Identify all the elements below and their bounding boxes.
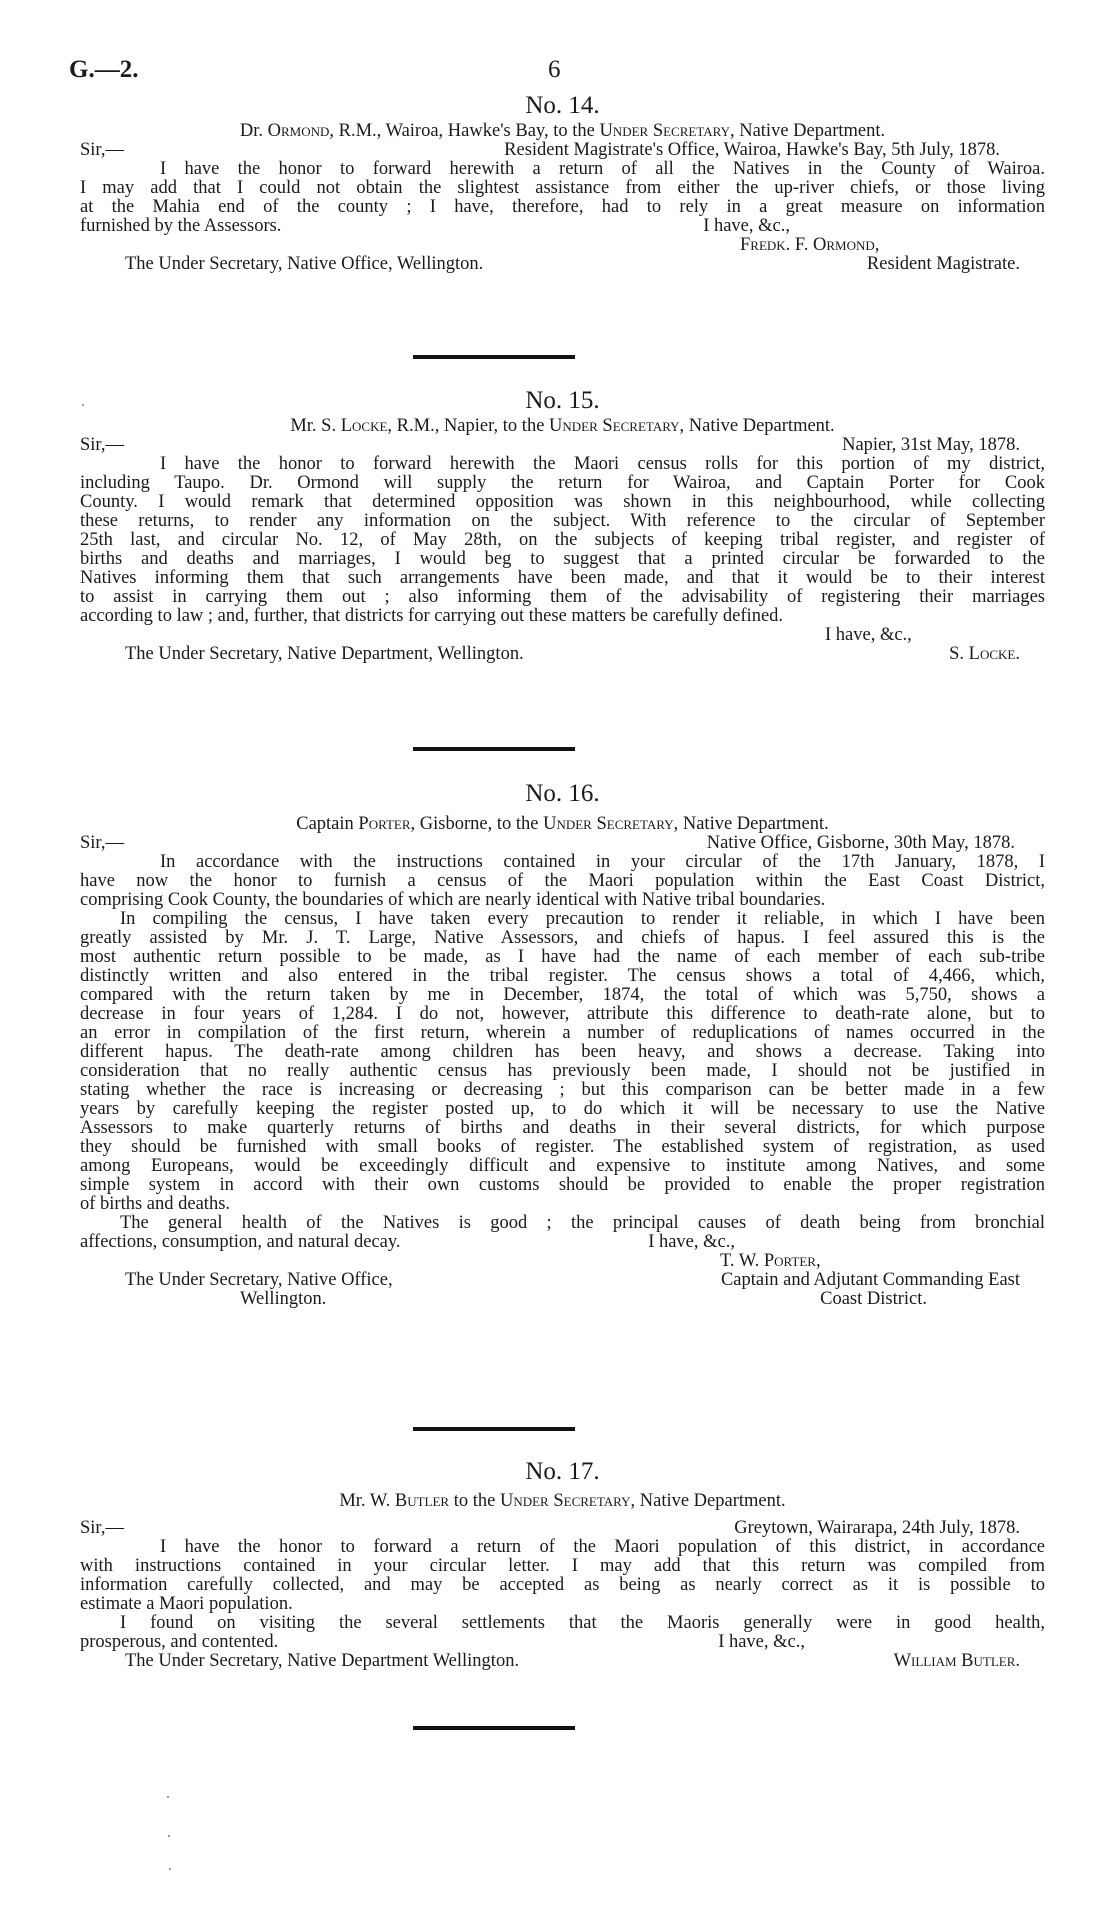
letter-title: Captain Porter, Gisborne, to the Under Secretary, Native Department. xyxy=(296,814,829,834)
paragraph-line: furnished by the Assessors. xyxy=(80,216,282,236)
letter-title: Dr. Ormond, R.M., Wairoa, Hawke's Bay, to the Under Secretary, Native Department. xyxy=(239,121,886,141)
paragraph-line: with instructions contained in your circular letter. I may add that this return was compiled from xyxy=(80,1556,1045,1576)
letter-no-16 xyxy=(80,780,1045,1309)
recipient: The Under Secretary, Native Office, Wellington. xyxy=(125,254,484,274)
letter-no-15 xyxy=(80,387,1045,664)
print-speck xyxy=(167,1796,169,1798)
paragraph-line: I may add that I could not obtain the slightest assistance from either the up-river chiefs, or those living xyxy=(80,178,1045,198)
salutation: Sir,— xyxy=(80,1518,124,1538)
signature: William Butler. xyxy=(893,1651,1020,1671)
paragraph-line: Natives informing them that such arrangements have been made, and that it would be to their interest xyxy=(80,568,1045,588)
letter-number: No. 15. xyxy=(525,387,600,414)
salutation-row xyxy=(80,1519,1045,1538)
paragraph-line: at the Mahia end of the county ; I have, therefore, had to rely in a great measure on information xyxy=(80,197,1045,217)
paragraph-line: consideration that no really authentic census has previously been made, I should not be justified in xyxy=(80,1061,1045,1081)
paragraph-line: comprising Cook County, the boundaries of which are nearly identical with Native tribal boundaries. xyxy=(80,890,826,910)
recipient-row xyxy=(80,1271,1045,1290)
page-number: 6 xyxy=(548,56,561,83)
salutation: Sir,— xyxy=(80,833,124,853)
letter-number: No. 17. xyxy=(525,1458,600,1485)
paragraph-line: decrease in four years of 1,284. I do not, however, attribute this difference to death-rate alone, but to xyxy=(80,1004,1045,1024)
paragraph-line: among Europeans, would be exceedingly difficult and expensive to institute among Natives, and some xyxy=(80,1156,1045,1176)
paragraph-line: according to law ; and, further, that districts for carrying out these matters be carefully defined. xyxy=(80,606,784,626)
paragraph-line: information carefully collected, and may be accepted as being as nearly correct as it is possible to xyxy=(80,1575,1045,1595)
paragraph-line: an error in compilation of the first return, wherein a number of reduplications of names occurred in the xyxy=(80,1023,1045,1043)
signatory-title: Captain and Adjutant Commanding East xyxy=(720,1270,1020,1290)
paragraph-line: these returns, to render any information on the subject. With reference to the circular of September xyxy=(80,511,1045,531)
letter-number: No. 16. xyxy=(525,780,600,807)
salutation-row xyxy=(80,141,1045,160)
salutation-row xyxy=(80,436,1045,455)
recipient-city: Wellington. xyxy=(240,1289,327,1309)
sender-address: Greytown, Wairarapa, 24th July, 1878. xyxy=(734,1518,1020,1538)
salutation: Sir,— xyxy=(80,435,124,455)
signatory-title: Resident Magistrate. xyxy=(866,254,1020,274)
paragraph-line: most authentic return possible to be made, as I have had the name of each member of each sub-tribe xyxy=(80,947,1045,967)
recipient: The Under Secretary, Native Office, xyxy=(125,1270,393,1290)
section-divider xyxy=(413,355,575,359)
paragraph-line: including Taupo. Dr. Ormond will supply the return for Wairoa, and Captain Porter for Cook xyxy=(80,473,1045,493)
section-divider xyxy=(413,747,575,751)
closing: I have, &c., xyxy=(718,1632,805,1652)
paragraph-line: In compiling the census, I have taken every precaution to render it reliable, in which I have been xyxy=(120,909,1045,929)
paragraph-line: estimate a Maori population. xyxy=(80,1594,293,1614)
paragraph-line: stating whether the race is increasing or decreasing ; but this comparison can be better made in a few xyxy=(80,1080,1045,1100)
closing-row xyxy=(80,1233,1045,1252)
paragraph-line: In accordance with the instructions contained in your circular of the 17th January, 1878, I xyxy=(160,852,1045,872)
recipient-row xyxy=(80,1290,1045,1309)
sender-address: Resident Magistrate's Office, Wairoa, Hawke's Bay, 5th July, 1878. xyxy=(504,140,1000,160)
closing: I have, &c., xyxy=(825,625,912,645)
letter-title: Mr. S. Locke, R.M., Napier, to the Under Secretary, Native Department. xyxy=(290,416,835,436)
paragraph-line: I have the honor to forward herewith the Maori census rolls for this portion of my district, xyxy=(160,454,1045,474)
letter-number: No. 14. xyxy=(525,92,600,119)
letter-no-14 xyxy=(80,92,1045,274)
signature: T. W. Porter, xyxy=(720,1251,821,1271)
signature: S. Locke. xyxy=(949,644,1020,664)
paragraph-line: affections, consumption, and natural decay. xyxy=(80,1232,401,1252)
recipient-row xyxy=(80,255,1045,274)
paragraph-line: prosperous, and contented. xyxy=(80,1632,279,1652)
paragraph-line: different hapus. The death-rate among children has been heavy, and shows a decrease. Taking into xyxy=(80,1042,1045,1062)
paragraph-line: of births and deaths. xyxy=(80,1194,231,1214)
paragraph-line: births and deaths and marriages, I would beg to suggest that a printed circular be forwarded to the xyxy=(80,549,1045,569)
paragraph-line: I have the honor to forward herewith a return of all the Natives in the County of Wairoa. xyxy=(160,159,1045,179)
letter-no-17 xyxy=(80,1458,1045,1671)
paragraph-line: County. I would remark that determined opposition was shown in this neighbourhood, while collecting xyxy=(80,492,1045,512)
section-divider xyxy=(413,1427,575,1431)
paragraph-line: have now the honor to furnish a census of the Maori population within the East Coast District, xyxy=(80,871,1045,891)
recipient: The Under Secretary, Native Department Wellington. xyxy=(125,1651,520,1671)
section-divider xyxy=(413,1726,575,1730)
closing: I have, &c., xyxy=(648,1232,735,1252)
recipient-row xyxy=(80,1652,1045,1671)
recipient: The Under Secretary, Native Department, Wellington. xyxy=(125,644,524,664)
closing: I have, &c., xyxy=(703,216,790,236)
recipient-row xyxy=(80,645,1045,664)
series-code: G.—2. xyxy=(69,56,139,83)
paragraph-line: greatly assisted by Mr. J. T. Large, Native Assessors, and chiefs of hapus. I feel assured this is the xyxy=(80,928,1045,948)
sender-address: Native Office, Gisborne, 30th May, 1878. xyxy=(706,833,1015,853)
closing-row xyxy=(80,1633,1045,1652)
paragraph-line: they should be furnished with small books of register. The established system of registration, as used xyxy=(80,1137,1045,1157)
paragraph-line: The general health of the Natives is good ; the principal causes of death being from bronchial xyxy=(120,1213,1045,1233)
salutation-row xyxy=(80,834,1045,853)
paragraph-line: Assessors to make quarterly returns of births and deaths in their several districts, for which purpose xyxy=(80,1118,1045,1138)
paragraph-line: I found on visiting the several settlements that the Maoris generally were in good health, xyxy=(120,1613,1045,1633)
paragraph-line: compared with the return taken by me in December, 1874, the total of which was 5,750, shows a xyxy=(80,985,1045,1005)
paragraph-line: simple system in accord with their own customs should be provided to enable the proper registration xyxy=(80,1175,1045,1195)
signatory-title: Coast District. xyxy=(820,1289,927,1309)
paragraph-line: to assist in carrying them out ; also informing them of the advisability of registering their marriages xyxy=(80,587,1045,607)
print-speck xyxy=(169,1868,171,1870)
print-speck xyxy=(168,1835,170,1837)
closing-row xyxy=(80,217,1045,236)
salutation: Sir,— xyxy=(80,140,124,160)
sender-address: Napier, 31st May, 1878. xyxy=(842,435,1020,455)
paragraph-line: I have the honor to forward a return of the Maori population of this district, in accordance xyxy=(160,1537,1045,1557)
signature: Fredk. F. Ormond, xyxy=(740,235,880,255)
letter-title: Mr. W. Butler to the Under Secretary, Native Department. xyxy=(339,1491,786,1511)
paragraph-line: distinctly written and also entered in the tribal register. The census shows a total of 4,466, which, xyxy=(80,966,1045,986)
paragraph-line: 25th last, and circular No. 12, of May 28th, on the subjects of keeping tribal register, and register of xyxy=(80,530,1045,550)
paragraph-line: years by carefully keeping the register posted up, to do which it will be necessary to use the Native xyxy=(80,1099,1045,1119)
